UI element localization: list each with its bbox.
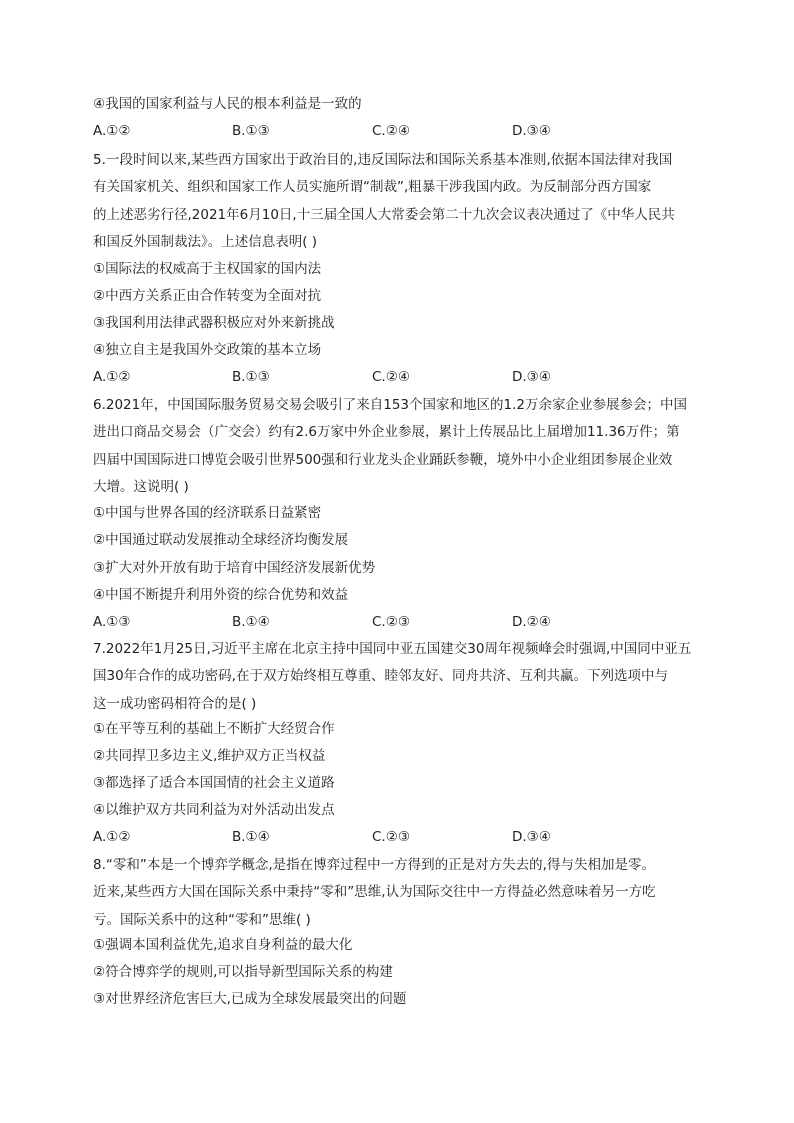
q7-option-b: B.①④	[232, 829, 270, 845]
q6-item-4: ④中国不断提升利用外资的综合优势和效益	[93, 587, 349, 603]
q6-option-a: A.①③	[93, 614, 131, 630]
q6-item-2: ②中国通过联动发展推动全球经济均衡发展	[93, 532, 349, 548]
q5-item-2: ②中西方关系正由合作转变为全面对抗	[93, 288, 322, 304]
q7-stem-line: 这一成功密码相符合的是( )	[93, 695, 257, 712]
q8-stem-line: 8.“零和”本是一个博弈学概念,是指在博弈过程中一方得到的正是对方失去的,得与失相加是零。	[93, 857, 655, 873]
q8-stem	[93, 852, 705, 934]
q7-item-2: ②共同捍卫多边主义,维护双方正当权益	[93, 748, 326, 764]
q5-stem	[93, 147, 705, 257]
q7-stem	[93, 636, 705, 718]
q4-option-c: C.②④	[372, 123, 410, 139]
q7-option-c: C.②③	[372, 829, 410, 845]
q8-item-2: ②符合博弈学的规则,可以指导新型国际关系的构建	[93, 964, 393, 980]
q8-item-1: ①强调本国利益优先,追求自身利益的最大化	[93, 937, 353, 953]
q6-stem-line: 进出口商品交易会（广交会）约有2.6万家中外企业参展，累计上传展品比上届增加11.36万件；第	[93, 424, 680, 441]
q7-item-3: ③都选择了适合本国国情的社会主义道路	[93, 775, 335, 791]
q7-item-1: ①在平等互利的基础上不断扩大经贸合作	[93, 721, 335, 737]
q5-option-a: A.①②	[93, 369, 131, 385]
q8-item-3: ③对世界经济危害巨大,已成为全球发展最突出的问题	[93, 991, 407, 1007]
q5-option-c: C.②④	[372, 369, 410, 385]
q5-stem-line: 有关国家机关、组织和国家工作人员实施所谓“制裁”,粗暴干涉我国内政。为反制部分西方国家	[93, 179, 652, 196]
q5-stem-line: 的上述恶劣行径,2021年6月10日,十三届全国人大常委会第二十九次会议表决通过了《中华人民共	[93, 206, 675, 223]
q4-option-b: B.①③	[232, 123, 270, 139]
q4-item-4: ④我国的国家利益与人民的根本利益是一致的	[93, 96, 362, 112]
q7-item-4: ④以维护双方共同利益为对外活动出发点	[93, 802, 335, 818]
q6-stem-line: 四届中国国际进口博览会吸引世界500强和行业龙头企业踊跃参鞭，境外中小企业组团参展企业效	[93, 451, 673, 468]
q5-item-1: ①国际法的权威高于主权国家的国内法	[93, 261, 322, 277]
q5-stem-line: 5.一段时间以来,某些西方国家出于政治目的,违反国际法和国际关系基本准则,依据本国法律对我国	[93, 152, 673, 168]
q6-option-b: B.①④	[232, 614, 270, 630]
q7-stem-line: 国30年合作的成功密码,在于双方始终相互尊重、睦邻友好、同舟共济、互利共赢。下列选项中与	[93, 668, 668, 685]
q6-options	[93, 612, 705, 632]
q5-option-d: D.③④	[512, 369, 551, 385]
q7-stem-line: 7.2022年1月25日,习近平主席在北京主持中国同中亚五国建交30周年视频峰会时强调,中国同中亚五	[93, 641, 692, 657]
q5-item-4: ④独立自主是我国外交政策的基本立场	[93, 342, 322, 358]
q6-item-1: ①中国与世界各国的经济联系日益紧密	[93, 505, 322, 521]
q8-stem-line: 近来,某些西方大国在国际关系中秉持“零和”思维,认为国际交往中一方得益必然意味着另一方吃	[93, 884, 656, 901]
q4-options	[93, 121, 705, 141]
q5-options	[93, 367, 705, 387]
q6-stem	[93, 392, 705, 502]
q5-option-b: B.①③	[232, 369, 270, 385]
q5-item-3: ③我国利用法律武器积极应对外来新挑战	[93, 315, 335, 331]
q8-stem-line: 亏。国际关系中的这种“零和”思维( )	[93, 911, 311, 928]
q6-option-d: D.②④	[512, 614, 551, 630]
q7-option-a: A.①②	[93, 829, 131, 845]
q4-option-a: A.①②	[93, 123, 131, 139]
q5-stem-line: 和国反外国制裁法》。上述信息表明( )	[93, 234, 318, 251]
q4-option-d: D.③④	[512, 123, 551, 139]
q6-option-c: C.②③	[372, 614, 410, 630]
q6-stem-line: 6.2021年，中国国际服务贸易交易会吸引了来自153个国家和地区的1.2万余家企业参展参会；中国	[93, 397, 687, 413]
q6-stem-line: 大增。这说明( )	[93, 479, 189, 496]
q7-options	[93, 827, 705, 847]
q7-option-d: D.③④	[512, 829, 551, 845]
q6-item-3: ③扩大对外开放有助于培育中国经济发展新优势	[93, 560, 376, 576]
